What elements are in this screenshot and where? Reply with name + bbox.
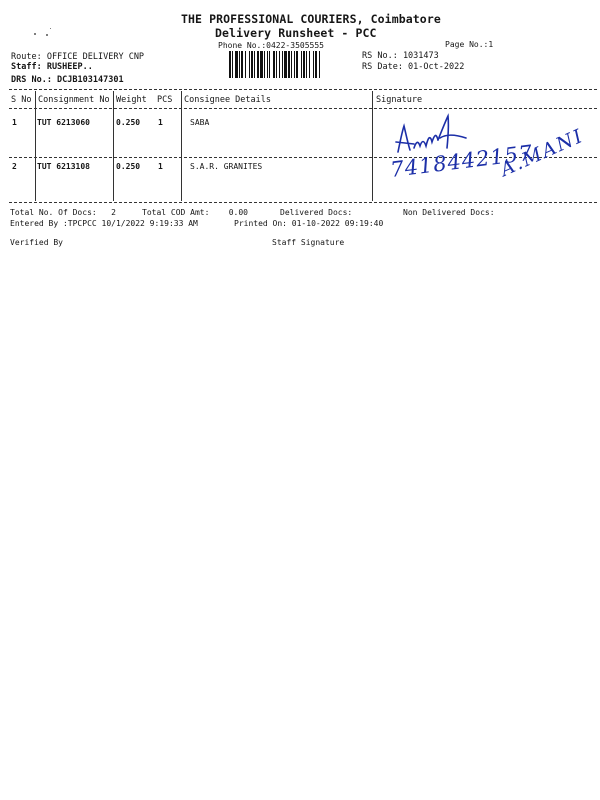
table-row-2-sno: 2 <box>12 162 17 171</box>
table-top-rule <box>9 89 597 90</box>
scan-speck <box>34 33 36 35</box>
phone-number: Phone No.:0422-3505555 <box>218 41 324 50</box>
col-header-sno: S No <box>11 95 32 105</box>
table-row-1-consignee: SABA <box>190 118 210 127</box>
printed-on: Printed On: 01-10-2022 09:19:40 <box>234 219 384 228</box>
route-label: Route: OFFICE DELIVERY CNP <box>11 52 145 62</box>
col-header-consignment: Consignment No <box>38 95 110 105</box>
table-row-2-pcs: 1 <box>158 162 163 171</box>
sheet-title: Delivery Runsheet - PCC <box>215 26 377 40</box>
row2-handwritten-number: 7418442157 <box>389 140 535 182</box>
col-divider-1 <box>35 91 36 201</box>
verified-by: Verified By <box>10 238 63 247</box>
barcode <box>229 51 352 78</box>
col-header-consignee: Consignee Details <box>184 95 271 105</box>
non-delivered-docs: Non Delivered Docs: <box>403 208 495 217</box>
rs-number: RS No.: 1031473 <box>362 51 439 61</box>
col-header-pcs: PCS <box>157 95 173 105</box>
scan-speck <box>50 28 51 29</box>
table-row-1-pcs: 1 <box>158 118 163 127</box>
delivered-docs: Delivered Docs: <box>280 208 353 217</box>
col-divider-2 <box>113 91 114 201</box>
row2-bottom-rule <box>9 202 597 203</box>
total-cod-amount: Total COD Amt: 0.00 <box>142 208 248 217</box>
col-divider-3 <box>181 91 182 201</box>
total-docs: Total No. Of Docs: 2 <box>10 208 116 217</box>
staff-signature-label: Staff Signature <box>272 238 345 247</box>
barcode-bar <box>320 51 321 78</box>
table-row-1-weight: 0.250 <box>116 118 141 127</box>
page-number: Page No.:1 <box>445 40 494 49</box>
table-row-2-consignee: S.A.R. GRANITES <box>190 162 263 171</box>
entered-by: Entered By :TPCPCC 10/1/2022 9:19:33 AM <box>10 219 198 228</box>
table-row-2-weight: 0.250 <box>116 162 141 171</box>
header-bottom-rule <box>9 108 597 109</box>
table-row-2-consignment: TUT 6213108 <box>37 162 90 171</box>
col-header-signature: Signature <box>376 95 423 105</box>
scan-speck <box>46 34 48 36</box>
drs-number: DRS No.: DCJB103147301 <box>11 75 124 85</box>
rs-date: RS Date: 01-Oct-2022 <box>362 62 465 72</box>
table-row-1-consignment: TUT 6213060 <box>37 118 90 127</box>
row2-handwritten-name: A.MANI <box>497 124 588 181</box>
col-header-weight: Weight <box>116 95 147 105</box>
col-divider-4 <box>372 91 373 201</box>
company-title: THE PROFESSIONAL COURIERS, Coimbatore <box>181 12 441 26</box>
staff-label: Staff: RUSHEEP.. <box>11 62 93 72</box>
table-row-1-sno: 1 <box>12 118 17 127</box>
